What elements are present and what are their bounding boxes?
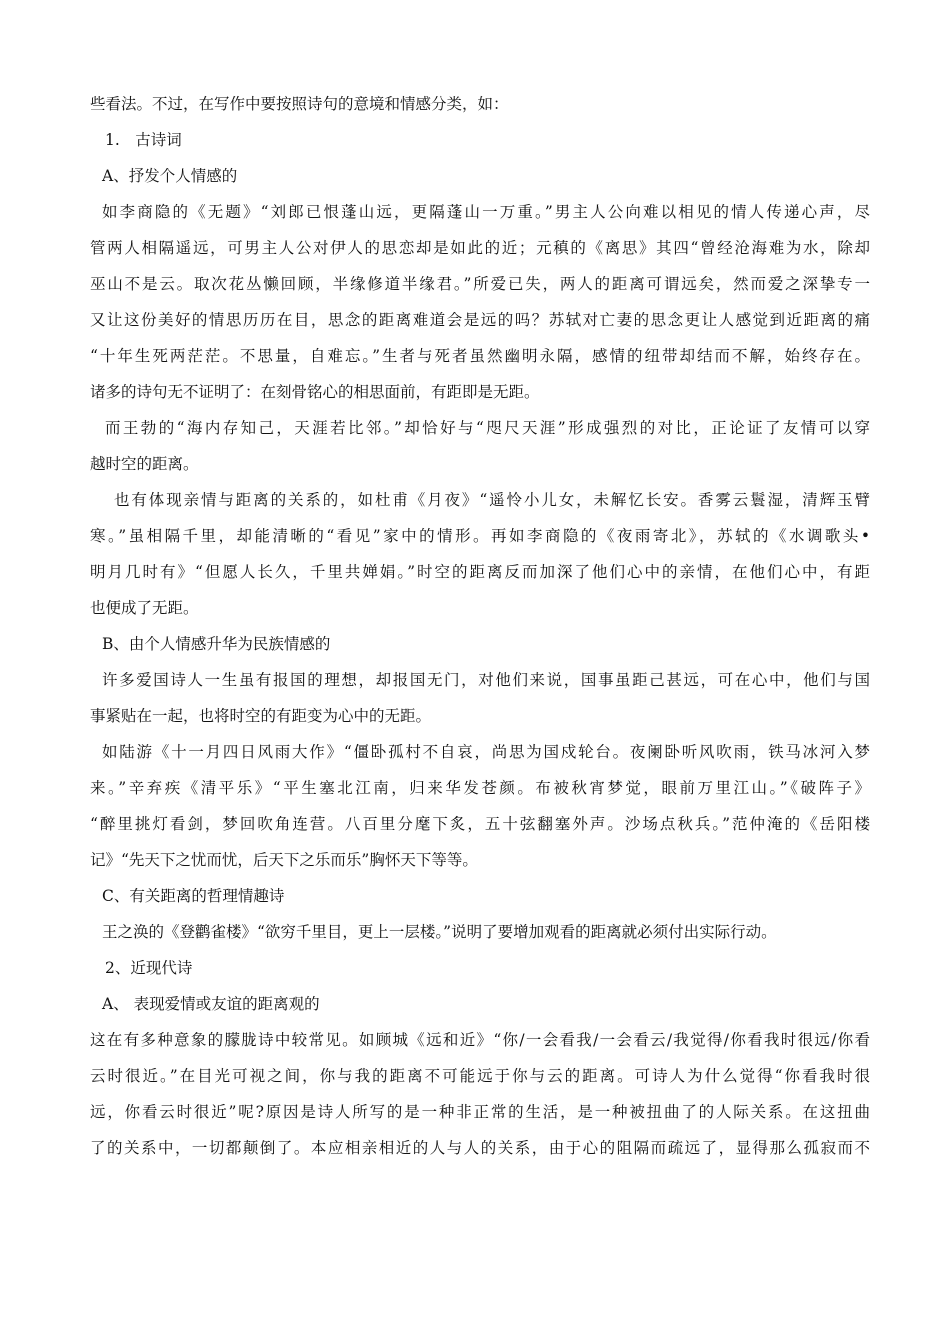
section-heading: 1. 古诗词 xyxy=(105,131,182,149)
subsection-heading: A、抒发个人情感的 xyxy=(102,167,238,185)
paragraph-line: 来。”辛弃疾《清平乐》“平生塞北江南，归来华发苍颜。布被秋宵梦觉，眼前万里江山。”《破阵子》 xyxy=(90,779,870,797)
paragraph-line: 这在有多种意象的朦胧诗中较常见。如顾城《远和近》“你/一会看我/一会看云/我觉得/你看我时很远/你看 xyxy=(90,1031,870,1049)
paragraph-line: 也便成了无距。 xyxy=(90,599,199,617)
paragraph-line: “十年生死两茫茫。不思量，自难忘。”生者与死者虽然幽明永隔，感情的纽带却结而不解，始终存在。 xyxy=(90,347,870,365)
paragraph-line: 巫山不是云。取次花丛懒回顾，半缘修道半缘君。”所爱已失，两人的距离可谓远矣，然而爱之深挚专一 xyxy=(90,275,870,293)
paragraph-line: 如李商隐的《无题》“刘郎已恨蓬山远，更隔蓬山一万重。”男主人公向难以相见的情人传递心声，尽 xyxy=(102,203,870,221)
paragraph-line: 如陆游《十一月四日风雨大作》“僵卧孤村不自哀，尚思为国戍轮台。夜阑卧听风吹雨，铁马冰河入梦 xyxy=(102,743,870,761)
document-page xyxy=(90,86,870,1166)
paragraph-line: 王之涣的《登鹳雀楼》“欲穷千里目，更上一层楼。”说明了要增加观看的距离就必须付出实际行动。 xyxy=(102,923,777,941)
paragraph-line: 又让这份美好的情思历历在目，思念的距离难道会是远的吗？苏轼对亡妻的思念更让人感觉到近距离的痛 xyxy=(90,311,870,329)
paragraph-line: 了的关系中，一切都颠倒了。本应相亲相近的人与人的关系，由于心的阻隔而疏远了，显得那么孤寂而不 xyxy=(90,1139,870,1157)
paragraph-line: 管两人相隔遥远，可男主人公对伊人的思恋却是如此的近；元稹的《离思》其四“曾经沧海难为水，除却 xyxy=(90,239,870,257)
subsection-heading: B、由个人情感升华为民族情感的 xyxy=(102,635,331,653)
subsection-heading: C、有关距离的哲理情趣诗 xyxy=(102,887,285,905)
paragraph-line: 许多爱国诗人一生虽有报国的理想，却报国无门，对他们来说，国事虽距己甚远，可在心中，他们与国 xyxy=(102,671,870,689)
paragraph-line: 明月几时有》“但愿人长久，千里共婵娟。”时空的距离反而加深了他们心中的亲情，在他们心中，有距 xyxy=(90,563,870,581)
paragraph-line: 越时空的距离。 xyxy=(90,455,199,473)
paragraph-line: 诸多的诗句无不证明了：在刻骨铭心的相思面前，有距即是无距。 xyxy=(90,383,540,401)
paragraph-line: “醉里挑灯看剑，梦回吹角连营。八百里分麾下炙，五十弦翻塞外声。沙场点秋兵。”范仲淹的《岳阳楼 xyxy=(90,815,870,833)
section-heading: 2、近现代诗 xyxy=(105,959,193,977)
paragraph-line: 也有体现亲情与距离的关系的，如杜甫《月夜》“遥怜小儿女，未解忆长安。香雾云鬟湿，清辉玉臂 xyxy=(114,491,870,509)
paragraph-line: 些看法。不过，在写作中要按照诗句的意境和情感分类，如： xyxy=(90,95,509,113)
paragraph-line: 远，你看云时很近”呢?原因是诗人所写的是一种非正常的生活，是一种被扭曲了的人际关系。在这扭曲 xyxy=(90,1103,870,1121)
paragraph-line: 记》“先天下之忧而忧，后天下之乐而乐”胸怀天下等等。 xyxy=(90,851,478,869)
paragraph-line: 寒。”虽相隔千里，却能清晰的“看见”家中的情形。再如李商隐的《夜雨寄北》，苏轼的《水调歌头• xyxy=(90,527,870,545)
paragraph-line: 事紧贴在一起，也将时空的有距变为心中的无距。 xyxy=(90,707,432,725)
paragraph-line: 云时很近。”在目光可视之间，你与我的距离不可能远于你与云的距离。可诗人为什么觉得“你看我时很 xyxy=(90,1067,870,1085)
subsection-heading: A、 表现爱情或友谊的距离观的 xyxy=(102,995,320,1013)
paragraph-line: 而王勃的“海内存知己，天涯若比邻。”却恰好与“咫尺天涯”形成强烈的对比，正论证了友情可以穿 xyxy=(105,419,870,437)
